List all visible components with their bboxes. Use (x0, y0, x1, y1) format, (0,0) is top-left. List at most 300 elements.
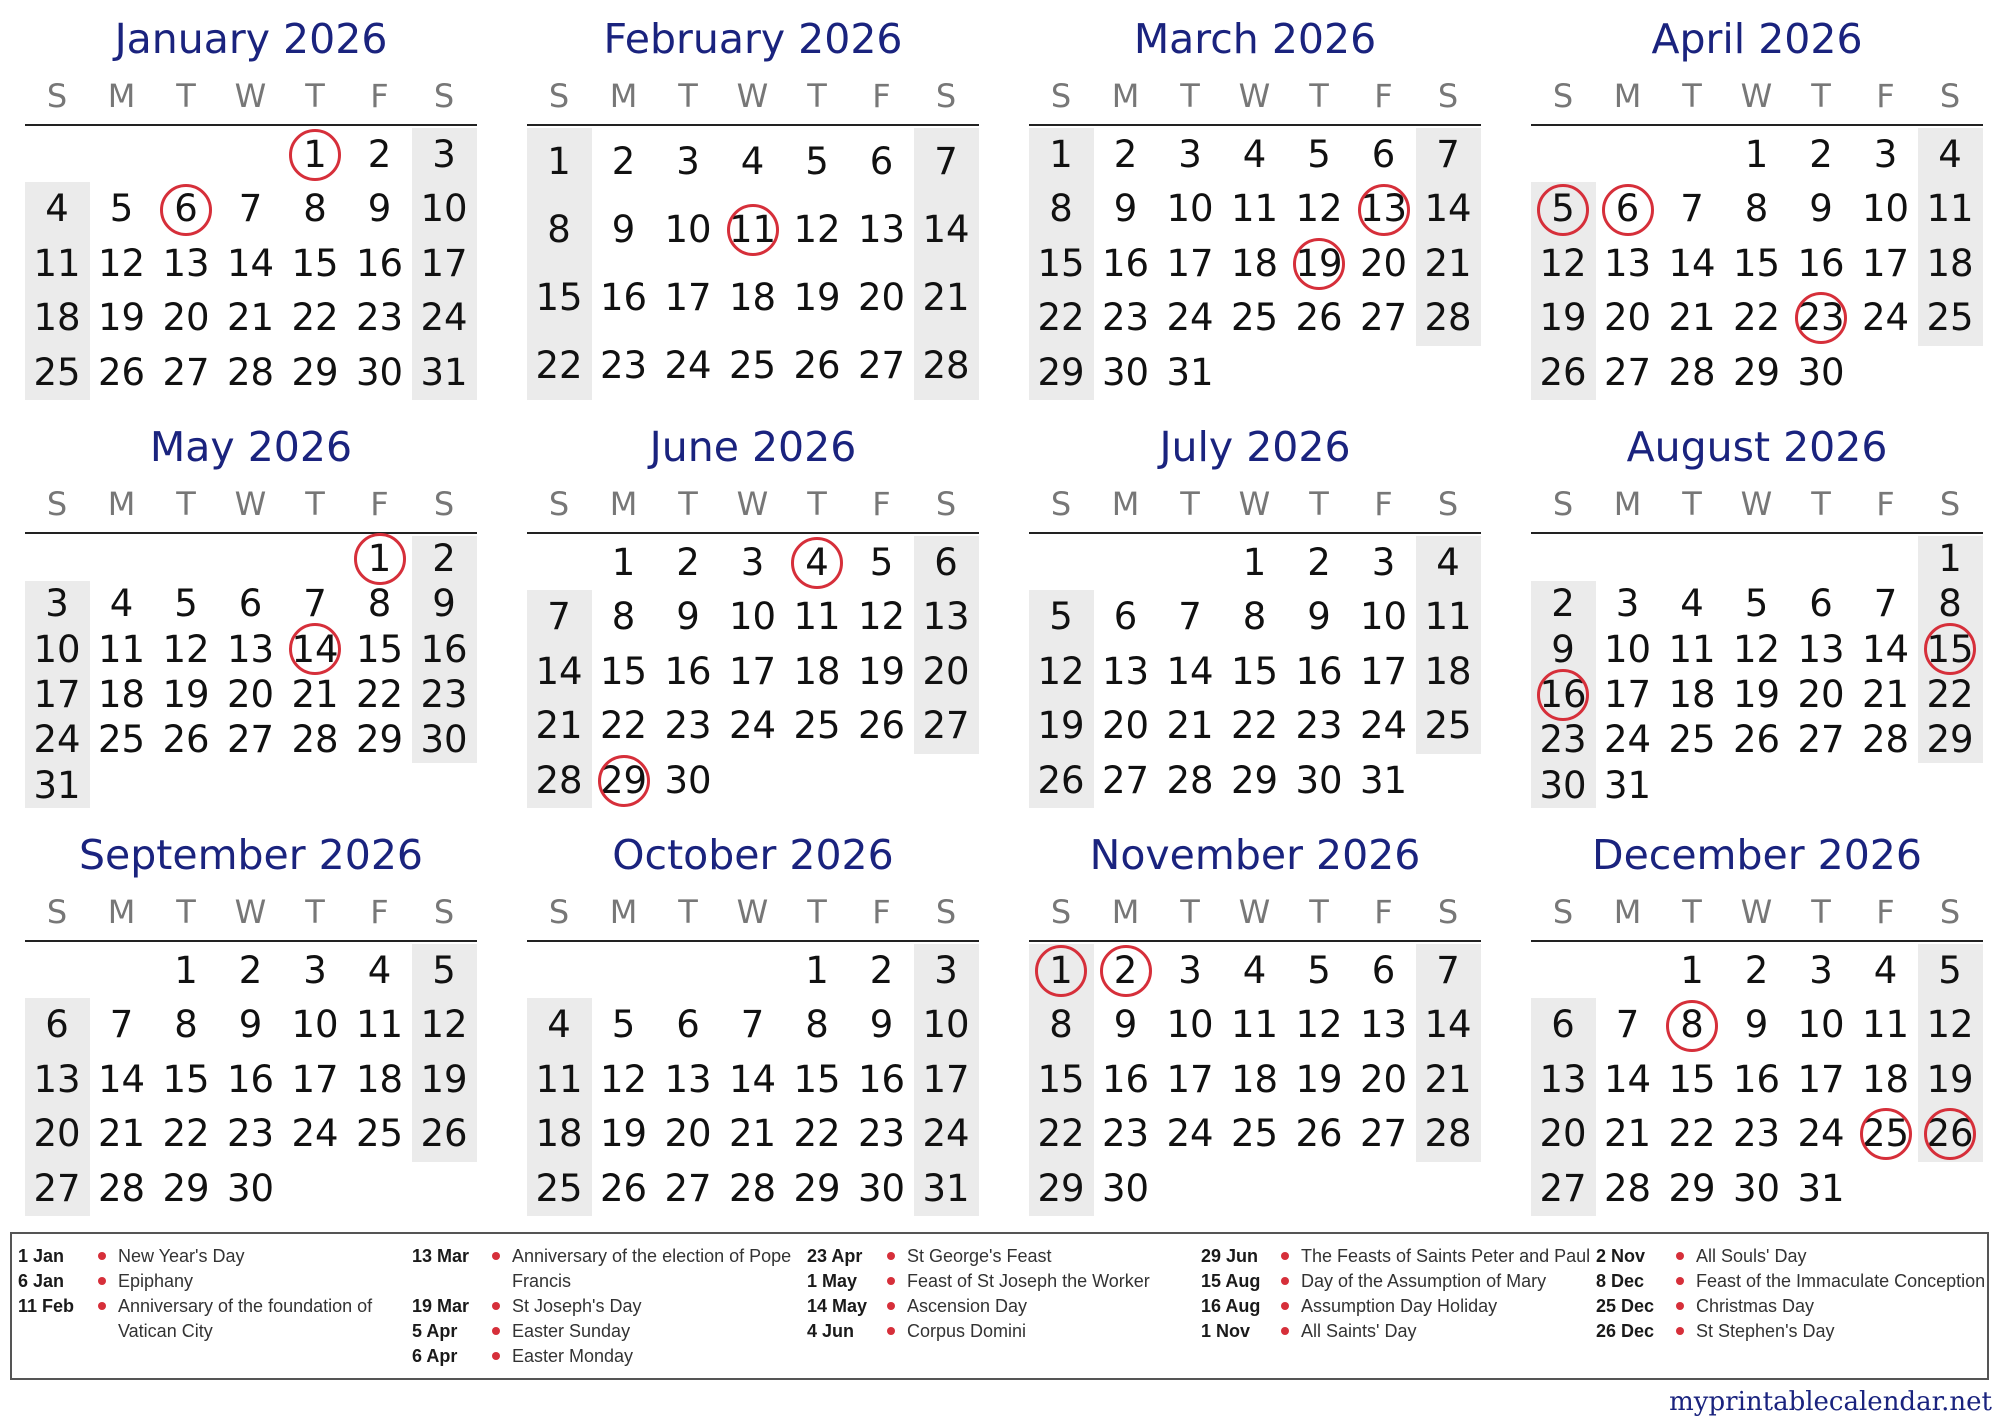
month-divider (1531, 124, 1983, 126)
calendar-date: 13 (226, 627, 275, 671)
holiday-date: 15 (1918, 627, 1982, 672)
calendar-date: 8 (1938, 582, 1962, 626)
legend-entry (807, 1294, 1207, 1319)
calendar-date: 10 (291, 1003, 339, 1047)
weekday-header: W (1238, 893, 1271, 931)
calendar-date: 12 (793, 208, 841, 251)
calendar-date: 4 (1242, 949, 1267, 992)
legend-holiday-name: Anniversary of the election of Pope Francis (512, 1246, 792, 1291)
weekday-header: F (872, 893, 891, 931)
calendar-date: 31 (922, 1166, 970, 1210)
calendar-date: 17 (291, 1057, 339, 1101)
calendar-date: 19 (1539, 296, 1587, 340)
weekday-header: F (872, 77, 891, 115)
calendar-date: 25 (1668, 718, 1716, 762)
calendar-date: 26 (857, 704, 906, 748)
calendar-date: 10 (1797, 1003, 1845, 1047)
calendar-date: 16 (1101, 1057, 1150, 1101)
calendar-date: 29 (1230, 758, 1279, 802)
calendar-date: 3 (1178, 133, 1202, 176)
weekday-header: W (1740, 77, 1773, 115)
holiday-date: 6 (1596, 182, 1660, 236)
weekday-header: S (935, 893, 957, 931)
weekday-header: S (935, 485, 957, 523)
calendar-date: 30 (1101, 350, 1150, 394)
calendar-date: 7 (109, 1003, 134, 1047)
bullet-icon (877, 1244, 907, 1269)
calendar-date: 5 (1744, 582, 1769, 626)
legend-date: 19 Mar (412, 1296, 470, 1316)
calendar-date: 4 (109, 582, 134, 626)
bullet-icon (88, 1244, 118, 1269)
holiday-legend (10, 1232, 1989, 1380)
calendar-date: 20 (1539, 1112, 1587, 1156)
calendar-date: 2 (1307, 541, 1331, 584)
calendar-date: 3 (934, 949, 958, 992)
weekday-header: S (1939, 485, 1961, 523)
month-title: June 2026 (649, 423, 857, 471)
calendar-date: 18 (1230, 1057, 1279, 1101)
holiday-date: 5 (1531, 182, 1595, 236)
legend-date: 6 Jan (18, 1271, 65, 1291)
holiday-date: 13 (1352, 182, 1416, 236)
calendar-date: 2 (367, 133, 392, 176)
calendar-date: 13 (922, 595, 970, 639)
calendar-date: 5 (1307, 949, 1331, 992)
month-title: November 2026 (1089, 831, 1421, 879)
legend-entry (18, 1269, 418, 1294)
calendar-date: 16 (420, 627, 468, 671)
legend-holiday-name: Assumption Day Holiday (1301, 1296, 1498, 1316)
weekday-header: S (1552, 893, 1574, 931)
calendar-date: 28 (226, 350, 275, 394)
calendar-date: 24 (1166, 1112, 1214, 1156)
legend-entry (412, 1294, 812, 1319)
month-title: July 2026 (1159, 423, 1351, 471)
month-block (527, 816, 979, 1216)
calendar-date: 24 (33, 718, 81, 762)
calendar-date: 29 (162, 1166, 210, 1210)
weekday-header: M (609, 485, 638, 523)
calendar-date: 7 (238, 187, 263, 231)
legend-holiday-name: Day of the Assumption of Mary (1301, 1271, 1547, 1291)
calendar-date: 11 (355, 1003, 404, 1047)
legend-column (412, 1244, 812, 1369)
calendar-date: 21 (1424, 241, 1472, 285)
calendar-date: 6 (1551, 1003, 1575, 1047)
legend-date: 11 Feb (18, 1296, 75, 1316)
calendar-date: 25 (535, 1166, 583, 1210)
calendar-date: 14 (1424, 1003, 1472, 1047)
calendar-date: 24 (420, 296, 468, 340)
bullet-icon (88, 1294, 118, 1344)
month-divider (1029, 940, 1481, 942)
calendar-date: 27 (857, 344, 906, 387)
month-block (1531, 0, 1983, 400)
calendar-date: 27 (1101, 758, 1150, 802)
calendar-date: 20 (33, 1112, 81, 1156)
calendar-date: 12 (1037, 649, 1085, 693)
month-block (1029, 0, 1481, 400)
calendar-date: 7 (1615, 1003, 1640, 1047)
calendar-date: 25 (1424, 704, 1472, 748)
calendar-date: 25 (33, 350, 81, 394)
calendar-date: 15 (1668, 1057, 1716, 1101)
site-footer-link[interactable]: myprintablecalendar.net (1669, 1387, 1992, 1417)
weekday-header: T (1180, 485, 1200, 523)
weekday-header: S (548, 485, 570, 523)
calendar-date: 17 (1797, 1057, 1845, 1101)
calendar-date: 16 (355, 241, 404, 285)
calendar-date: 4 (367, 949, 392, 992)
calendar-date: 31 (1359, 758, 1408, 802)
calendar-date: 25 (793, 704, 841, 748)
legend-holiday-name: Epiphany (118, 1271, 194, 1291)
holiday-date: 29 (592, 754, 656, 808)
month-divider (25, 124, 477, 126)
weekday-header: T (1309, 77, 1329, 115)
weekday-header: S (1939, 893, 1961, 931)
month-block (25, 0, 477, 400)
calendar-date: 11 (793, 595, 841, 639)
calendar-date: 1 (1242, 541, 1267, 584)
calendar-date: 26 (599, 1166, 648, 1210)
calendar-date: 9 (1113, 1003, 1138, 1047)
month-title: December 2026 (1592, 831, 1922, 879)
calendar-date: 5 (869, 541, 894, 584)
calendar-date: 7 (303, 582, 327, 626)
weekday-header: M (1111, 77, 1140, 115)
calendar-date: 4 (1242, 133, 1267, 176)
legend-date: 1 May (807, 1271, 858, 1291)
legend-date: 26 Dec (1596, 1321, 1655, 1341)
bullet-icon (88, 1269, 118, 1294)
legend-holiday-name: Easter Sunday (512, 1321, 631, 1341)
calendar-date: 5 (432, 949, 456, 992)
calendar-date: 19 (1926, 1057, 1974, 1101)
legend-date: 23 Apr (807, 1246, 863, 1266)
calendar-date: 23 (420, 673, 468, 716)
calendar-date: 11 (1230, 1003, 1279, 1047)
legend-holiday-name: Ascension Day (907, 1296, 1028, 1316)
calendar-date: 23 (355, 296, 404, 340)
weekday-header: T (1180, 77, 1200, 115)
month-block (1531, 816, 1983, 1216)
calendar-date: 27 (1797, 718, 1845, 762)
calendar-date: 1 (1938, 537, 1962, 580)
calendar-date: 13 (162, 241, 210, 285)
calendar-date: 6 (676, 1003, 700, 1047)
month-divider (1531, 940, 1983, 942)
calendar-date: 24 (1861, 296, 1910, 340)
weekday-header: F (1876, 77, 1895, 115)
calendar-date: 1 (547, 140, 571, 183)
calendar-date: 6 (869, 140, 894, 183)
holiday-date: 25 (1854, 1107, 1918, 1161)
holiday-date: 16 (1531, 672, 1595, 717)
calendar-date: 31 (33, 763, 81, 807)
calendar-date: 20 (922, 649, 970, 693)
weekday-header: T (305, 485, 325, 523)
weekday-header: M (107, 485, 136, 523)
weekday-header: F (1374, 893, 1393, 931)
calendar-date: 24 (1603, 718, 1652, 762)
calendar-date: 17 (664, 276, 712, 319)
calendar-date: 21 (728, 1112, 777, 1156)
calendar-date: 15 (599, 649, 648, 693)
calendar-date: 15 (162, 1057, 210, 1101)
calendar-date: 25 (355, 1112, 404, 1156)
calendar-date: 22 (535, 344, 583, 387)
calendar-date: 4 (547, 1003, 571, 1047)
weekday-header: S (433, 485, 455, 523)
weekday-header: W (736, 485, 769, 523)
calendar-date: 6 (1371, 133, 1396, 176)
calendar-date: 29 (355, 718, 404, 762)
calendar-date: 27 (922, 704, 970, 748)
calendar-date: 10 (1166, 1003, 1214, 1047)
calendar-date: 26 (162, 718, 210, 762)
weekday-header: T (807, 485, 827, 523)
calendar-date: 9 (432, 582, 456, 626)
calendar-date: 4 (45, 187, 69, 231)
calendar-date: 16 (226, 1057, 275, 1101)
weekday-header: T (678, 77, 698, 115)
calendar-date: 16 (599, 276, 648, 319)
calendar-date: 29 (1926, 718, 1974, 762)
calendar-date: 30 (420, 718, 468, 762)
calendar-date: 28 (97, 1166, 146, 1210)
weekday-header: S (1437, 77, 1459, 115)
weekday-header: W (1238, 77, 1271, 115)
calendar-date: 2 (1113, 133, 1138, 176)
calendar-date: 15 (793, 1057, 841, 1101)
calendar-date: 13 (857, 208, 906, 251)
calendar-date: 13 (1359, 1003, 1408, 1047)
calendar-date: 26 (1295, 1112, 1343, 1156)
weekday-header: S (1050, 893, 1072, 931)
weekday-header: S (1939, 77, 1961, 115)
weekday-header: S (1050, 77, 1072, 115)
calendar-date: 1 (805, 949, 829, 992)
weekday-header: S (46, 77, 68, 115)
calendar-date: 12 (420, 1003, 468, 1047)
weekday-header: S (46, 485, 68, 523)
legend-entry (1201, 1244, 1601, 1269)
legend-entry (1596, 1319, 1996, 1344)
calendar-date: 26 (793, 344, 841, 387)
month-title: May 2026 (149, 423, 353, 471)
calendar-date: 29 (1037, 1166, 1085, 1210)
calendar-date: 27 (226, 718, 275, 762)
calendar-date: 24 (1797, 1112, 1845, 1156)
legend-entry (807, 1319, 1207, 1344)
weekday-header: M (609, 893, 638, 931)
legend-holiday-name: St George's Feast (907, 1246, 1052, 1266)
calendar-date: 28 (1861, 718, 1910, 762)
weekday-header: S (433, 77, 455, 115)
holiday-date: 8 (1660, 998, 1724, 1052)
calendar-date: 22 (291, 296, 339, 340)
month-title: October 2026 (612, 831, 894, 879)
calendar-date: 14 (97, 1057, 146, 1101)
calendar-date: 12 (857, 595, 906, 639)
calendar-date: 24 (728, 704, 777, 748)
bullet-icon (482, 1294, 512, 1319)
weekday-header-row (527, 892, 979, 932)
calendar-date: 7 (547, 595, 571, 639)
calendar-date: 22 (1037, 296, 1085, 340)
calendar-date: 17 (1166, 1057, 1214, 1101)
calendar-date: 3 (1873, 133, 1898, 176)
calendar-date: 21 (1603, 1112, 1652, 1156)
calendar-date: 11 (1230, 187, 1279, 231)
bullet-icon (1666, 1319, 1696, 1344)
weekday-header: M (107, 893, 136, 931)
calendar-date: 4 (740, 140, 765, 183)
calendar-date: 20 (1603, 296, 1652, 340)
calendar-date: 26 (1732, 718, 1781, 762)
weekday-header: F (1374, 485, 1393, 523)
calendar-date: 3 (1809, 949, 1833, 992)
calendar-date: 15 (1037, 1057, 1085, 1101)
calendar-date: 21 (226, 296, 275, 340)
calendar-date: 1 (1680, 949, 1704, 992)
bullet-icon (1271, 1244, 1301, 1269)
calendar-date: 21 (291, 673, 339, 716)
legend-entry (412, 1244, 812, 1294)
calendar-date: 9 (238, 1003, 263, 1047)
month-divider (527, 532, 979, 534)
calendar-date: 18 (1424, 649, 1472, 693)
calendar-date: 30 (1797, 350, 1845, 394)
calendar-date: 27 (162, 350, 210, 394)
month-divider (1531, 532, 1983, 534)
calendar-date: 26 (1037, 758, 1085, 802)
calendar-date: 9 (869, 1003, 894, 1047)
calendar-date: 21 (535, 704, 583, 748)
calendar-date: 30 (355, 350, 404, 394)
calendar-date: 20 (1359, 241, 1408, 285)
calendar-date: 8 (1049, 1003, 1073, 1047)
calendar-date: 28 (291, 718, 339, 762)
calendar-date: 12 (162, 627, 210, 671)
legend-date: 1 Nov (1201, 1321, 1251, 1341)
holiday-date: 2 (1094, 944, 1158, 998)
calendar-date: 12 (599, 1057, 648, 1101)
calendar-date: 9 (1307, 595, 1331, 639)
calendar-date: 2 (1744, 949, 1769, 992)
bullet-icon (1666, 1269, 1696, 1294)
calendar-date: 10 (664, 208, 712, 251)
calendar-date: 27 (664, 1166, 712, 1210)
calendar-date: 18 (1926, 241, 1974, 285)
calendar-date: 13 (1797, 627, 1845, 671)
calendar-date: 27 (1359, 1112, 1408, 1156)
weekday-header: S (1552, 77, 1574, 115)
month-block (25, 408, 477, 808)
weekday-header: F (370, 893, 389, 931)
calendar-date: 5 (1049, 595, 1073, 639)
calendar-date: 7 (1436, 949, 1460, 992)
weekday-header: T (1180, 893, 1200, 931)
weekday-header: W (1740, 893, 1773, 931)
calendar-date: 24 (1359, 704, 1408, 748)
month-title: April 2026 (1651, 15, 1863, 63)
bullet-icon (1666, 1294, 1696, 1319)
calendar-date: 23 (1295, 704, 1343, 748)
calendar-date: 2 (611, 140, 636, 183)
weekday-header-row (25, 76, 477, 116)
calendar-date: 16 (1295, 649, 1343, 693)
calendar-date: 16 (1101, 241, 1150, 285)
legend-column (1596, 1244, 1996, 1344)
calendar-date: 5 (1938, 949, 1962, 992)
legend-holiday-name: Easter Monday (512, 1346, 634, 1366)
calendar-date: 30 (1732, 1166, 1781, 1210)
calendar-date: 2 (1809, 133, 1833, 176)
weekday-header: T (1309, 893, 1329, 931)
legend-entry (18, 1294, 418, 1344)
weekday-header: M (1111, 485, 1140, 523)
weekday-header: T (1309, 485, 1329, 523)
month-title: March 2026 (1133, 15, 1377, 63)
calendar-date: 21 (922, 276, 970, 319)
calendar-date: 4 (1873, 949, 1898, 992)
calendar-date: 30 (857, 1166, 906, 1210)
weekday-header: T (1682, 485, 1702, 523)
legend-holiday-name: Corpus Domini (907, 1321, 1027, 1341)
weekday-header: F (1876, 485, 1895, 523)
calendar-date: 19 (420, 1057, 468, 1101)
calendar-date: 3 (45, 582, 69, 626)
calendar-date: 3 (1615, 582, 1640, 626)
calendar-date: 25 (97, 718, 146, 762)
calendar-date: 8 (547, 208, 571, 251)
legend-entry (1596, 1244, 1996, 1269)
calendar-date: 22 (1037, 1112, 1085, 1156)
bullet-icon (1271, 1294, 1301, 1319)
month-divider (527, 940, 979, 942)
month-title: January 2026 (114, 15, 388, 63)
weekday-header: T (1811, 893, 1831, 931)
month-block (1029, 408, 1481, 808)
weekday-header: T (1811, 485, 1831, 523)
calendar-date: 30 (1101, 1166, 1150, 1210)
calendar-date: 18 (355, 1057, 404, 1101)
holiday-date: 23 (1789, 291, 1853, 345)
calendar-date: 10 (33, 627, 81, 671)
legend-date: 15 Aug (1201, 1271, 1261, 1291)
calendar-date: 16 (664, 649, 712, 693)
weekday-header: F (1876, 893, 1895, 931)
calendar-date: 9 (676, 595, 700, 639)
weekday-header: T (176, 485, 196, 523)
calendar-date: 6 (934, 541, 958, 584)
weekday-header: W (736, 893, 769, 931)
legend-entry (1596, 1269, 1996, 1294)
weekday-header: S (935, 77, 957, 115)
legend-holiday-name: All Souls' Day (1696, 1246, 1807, 1266)
calendar-date: 3 (740, 541, 765, 584)
bullet-icon (482, 1319, 512, 1344)
calendar-date: 23 (857, 1112, 906, 1156)
calendar-date: 8 (174, 1003, 198, 1047)
calendar-date: 13 (1603, 241, 1652, 285)
weekday-header: T (807, 77, 827, 115)
calendar-date: 10 (728, 595, 777, 639)
calendar-date: 23 (226, 1112, 275, 1156)
